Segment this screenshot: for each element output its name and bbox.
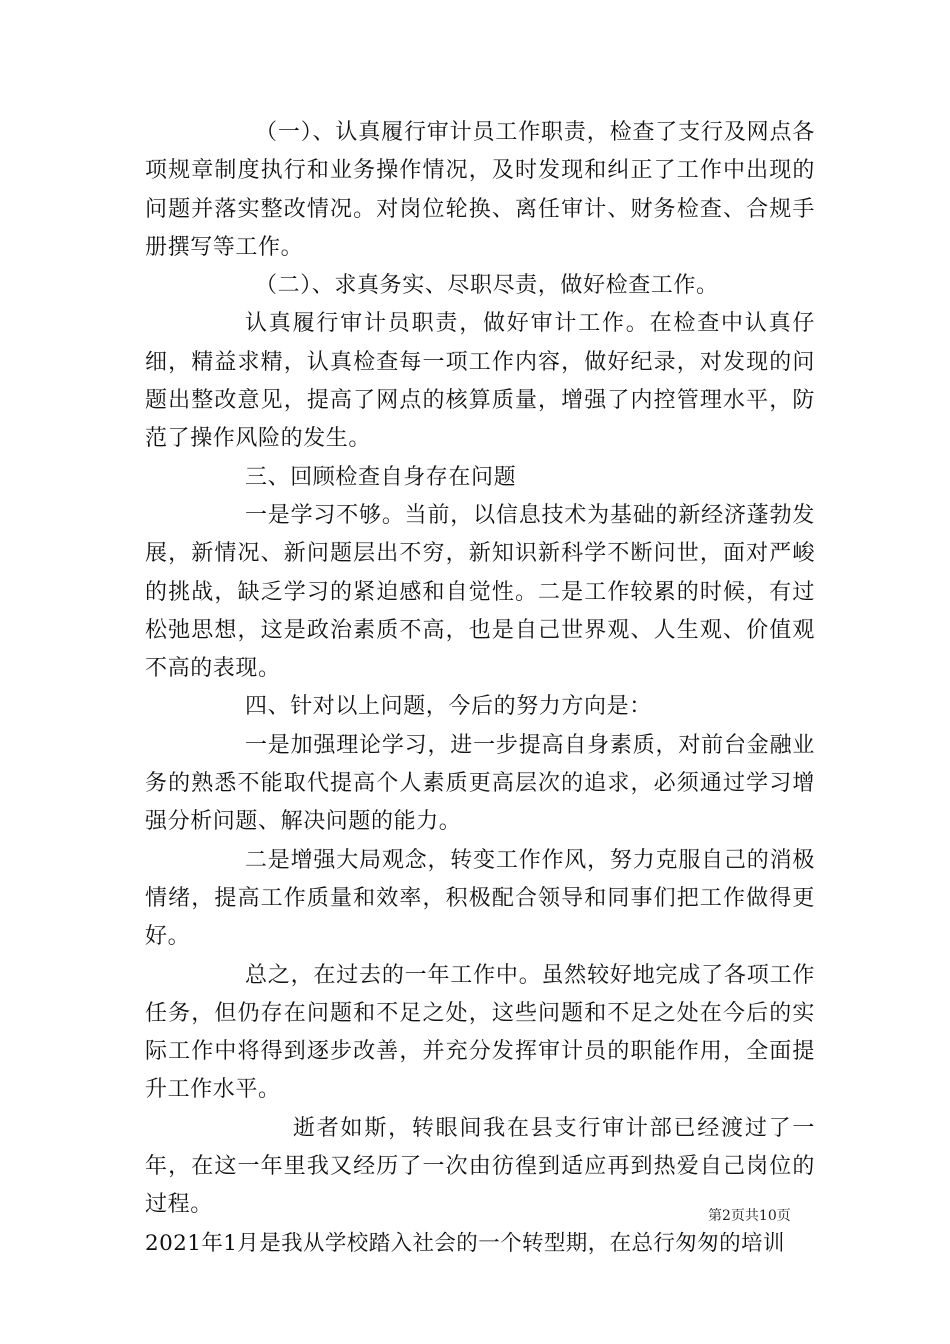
paragraph-transition: 2021年1月是我从学校踏入社会的一个转型期，在总行匆匆的培训: [145, 1230, 785, 1256]
page-number-footer: 第2页共10页: [708, 1208, 791, 1224]
heading-improvement-direction: 四、针对以上问题，今后的努力方向是：: [245, 694, 652, 720]
paragraph-section-1: （一）、认真履行审计员工作职责，检查了支行及网点各项规章制度执行和业务操作情况，及时发现和纠正了工作中出现的问题并落实整改情况。对岗位轮换、离任审计、财务检查、合规手册撰写等工作。: [145, 120, 815, 260]
paragraph-problems: 一是学习不够。当前，以信息技术为基础的新经济蓬勃发展，新情况、新问题层出不穷，新知识新科学不断问世，面对严峻的挑战，缺乏学习的紧迫感和自觉性。二是工作较累的时候，有过松弛思想，这是政治素质不高，也是自己世界观、人生观、价值观不高的表现。: [145, 502, 815, 682]
paragraph-section-2-heading: （二）、求真务实、尽职尽责，做好检查工作。: [255, 273, 719, 299]
heading-self-review: 三、回顾检查自身存在问题: [245, 464, 517, 490]
paragraph-summary: 总之，在过去的一年工作中。虽然较好地完成了各项工作任务，但仍存在问题和不足之处，这些问题和不足之处在今后的实际工作中将得到逐步改善，并充分发挥审计员的职能作用，全面提升工作水平。: [145, 962, 815, 1103]
document-body: [145, 114, 815, 1263]
paragraph-improvement-1: 一是加强理论学习，进一步提高自身素质，对前台金融业务的熟悉不能取代提高个人素质更高层次的追求，必须通过学习增强分析问题、解决问题的能力。: [145, 732, 815, 835]
paragraph-audit-duties: 认真履行审计员职责，做好审计工作。在检查中认真仔细，精益求精，认真检查每一项工作内容，做好纪录，对发现的问题出整改意见，提高了网点的核算质量，增强了内控管理水平，防范了操作风险的发生。: [145, 311, 815, 452]
paragraph-reflection: 逝者如斯，转眼间我在县支行审计部已经渡过了一年，在这一年里我又经历了一次由彷徨到适应再到热爱自己岗位的过程。: [145, 1115, 815, 1218]
paragraph-improvement-2: 二是增强大局观念，转变工作作风，努力克服自己的消极情绪，提高工作质量和效率，积极配合领导和同事们把工作做得更好。: [145, 847, 815, 950]
